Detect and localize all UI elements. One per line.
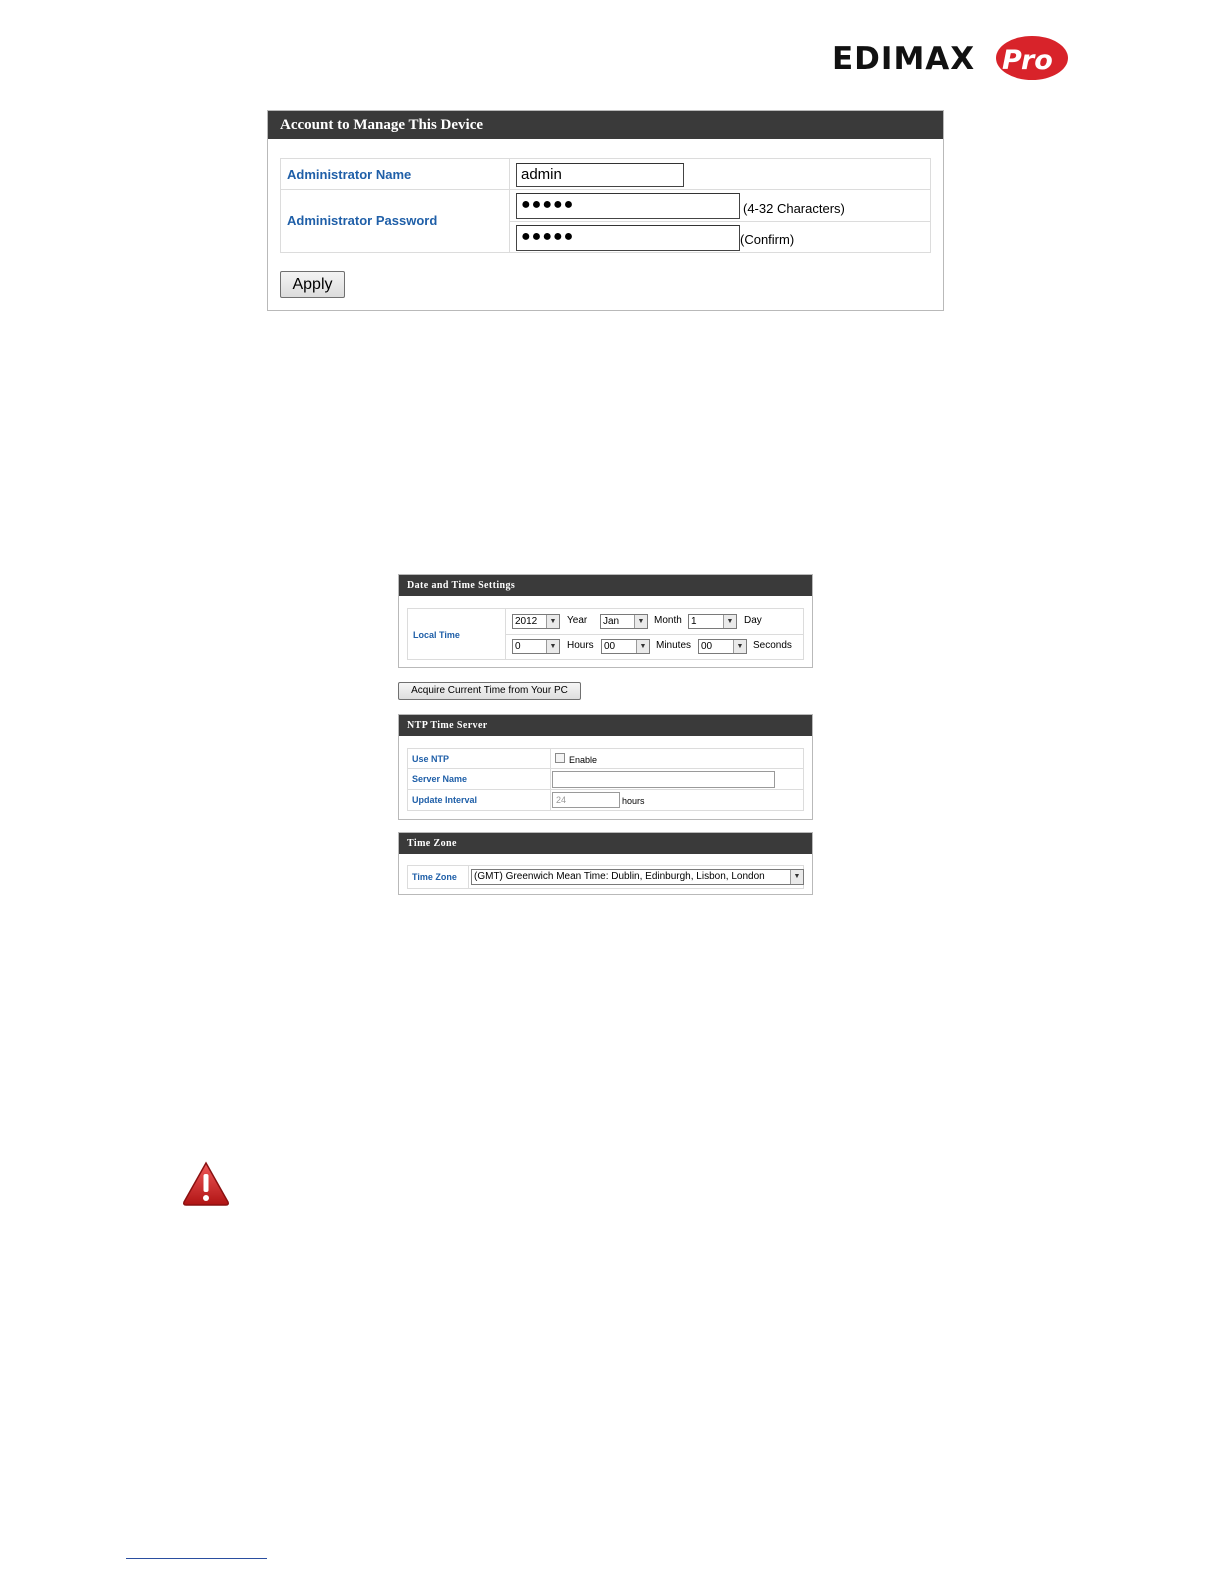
update-interval-unit: hours <box>622 796 645 806</box>
seconds-unit: Seconds <box>753 640 792 651</box>
month-unit: Month <box>654 615 682 626</box>
timezone-select[interactable]: (GMT) Greenwich Mean Time: Dublin, Edinburgh, Lisbon, London ▼ <box>471 869 804 885</box>
chevron-down-icon: ▼ <box>546 640 559 653</box>
ntp-table <box>407 748 804 811</box>
footer-line <box>126 1558 267 1559</box>
datetime-panel <box>398 574 813 668</box>
datetime-panel-title: Date and Time Settings <box>399 575 812 596</box>
year-select[interactable]: 2012 ▼ <box>512 614 560 629</box>
ntp-enable-label: Enable <box>569 755 598 765</box>
edimax-pro-logo <box>832 34 1068 82</box>
timezone-panel-title: Time Zone <box>399 833 812 854</box>
year-unit: Year <box>567 615 588 626</box>
timezone-label: Time Zone <box>412 872 457 882</box>
timezone-table <box>407 865 804 889</box>
ntp-enable-checkbox[interactable] <box>555 753 565 763</box>
local-time-label: Local Time <box>413 630 460 640</box>
account-table <box>280 158 931 253</box>
datetime-table <box>407 608 804 660</box>
confirm-password-input[interactable]: ●●●●● <box>516 225 740 251</box>
day-select[interactable]: 1 ▼ <box>688 614 737 629</box>
hours-select[interactable]: 0 ▼ <box>512 639 560 654</box>
update-interval-label: Update Interval <box>412 795 478 805</box>
logo-pro-text: Pro <box>1002 45 1053 76</box>
chevron-down-icon: ▼ <box>636 640 649 653</box>
use-ntp-label: Use NTP <box>412 754 450 764</box>
apply-button[interactable]: Apply <box>280 271 345 298</box>
chevron-down-icon: ▼ <box>546 615 559 628</box>
day-unit: Day <box>744 615 762 626</box>
acquire-time-button[interactable]: Acquire Current Time from Your PC <box>398 682 581 700</box>
admin-password-input[interactable]: ●●●●● <box>516 193 740 219</box>
hours-unit: Hours <box>567 640 594 651</box>
chevron-down-icon: ▼ <box>723 615 736 628</box>
password-hint: (4-32 Characters) <box>743 201 845 216</box>
seconds-select[interactable]: 00 ▼ <box>698 639 747 654</box>
timezone-panel <box>398 832 813 895</box>
admin-name-label: Administrator Name <box>287 167 412 182</box>
logo-edimax-text: EDIMAX <box>832 41 976 77</box>
chevron-down-icon: ▼ <box>733 640 746 653</box>
warning-triangle-icon <box>182 1161 230 1207</box>
month-select[interactable]: Jan ▼ <box>600 614 648 629</box>
admin-name-input[interactable]: admin <box>516 163 684 187</box>
chevron-down-icon: ▼ <box>790 870 803 884</box>
server-name-input[interactable] <box>552 771 775 788</box>
minutes-unit: Minutes <box>656 640 692 651</box>
account-panel <box>267 110 944 311</box>
admin-password-label: Administrator Password <box>287 213 438 228</box>
ntp-panel <box>398 714 813 820</box>
ntp-panel-title: NTP Time Server <box>399 715 812 736</box>
chevron-down-icon: ▼ <box>634 615 647 628</box>
confirm-hint: (Confirm) <box>740 232 795 247</box>
server-name-label: Server Name <box>412 774 468 784</box>
minutes-select[interactable]: 00 ▼ <box>601 639 650 654</box>
update-interval-input[interactable]: 24 <box>552 792 620 808</box>
account-panel-title: Account to Manage This Device <box>268 111 943 139</box>
